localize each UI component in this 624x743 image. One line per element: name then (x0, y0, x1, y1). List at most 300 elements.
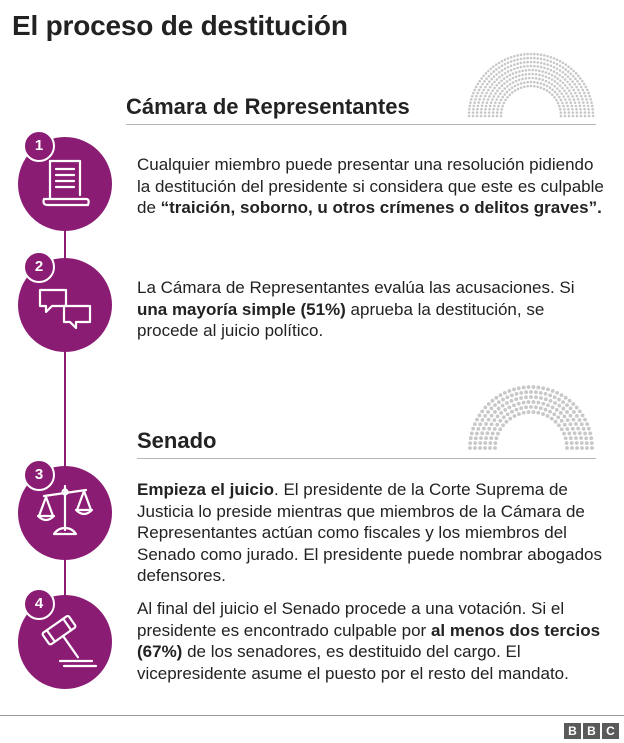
seat-dot (555, 99, 558, 102)
seat-dot (483, 406, 487, 410)
seat-dot (562, 105, 565, 108)
seat-dot (543, 58, 546, 61)
seat-dot (482, 101, 485, 104)
seat-dot (510, 56, 513, 59)
seat-dot (492, 418, 496, 422)
seat-dot (510, 410, 514, 414)
seat-dot (475, 86, 478, 89)
seat-dot (512, 72, 515, 75)
seat-dot (478, 98, 481, 101)
seat-dot (498, 427, 502, 431)
seat-dot (514, 85, 517, 88)
seat-dot (504, 72, 507, 75)
seat-dot (574, 101, 577, 104)
seat-dot (492, 70, 495, 73)
seat-dot (570, 101, 573, 104)
seat-dot (559, 64, 562, 67)
seat-dot (535, 73, 538, 76)
seat-dot (474, 436, 478, 440)
seat-dot (492, 111, 495, 114)
seat-dot (561, 102, 564, 105)
seat-dot (515, 75, 518, 78)
seat-dot (503, 82, 506, 85)
seat-dot (540, 58, 543, 61)
seat-dot (482, 89, 485, 92)
step-description-1: Cualquier miembro puede presentar una resolución pidiendo la destitución del presidente si considera que este es culpable de “traición, soborno, u otros crímenes o delitos graves”. (137, 155, 604, 217)
seat-dot (550, 69, 553, 72)
seat-dot (491, 83, 494, 86)
seat-dot (585, 446, 589, 450)
seat-dot (556, 58, 559, 61)
seat-dot (507, 61, 510, 64)
seat-dot (500, 99, 503, 102)
seat-dot (515, 408, 519, 412)
seat-dot (526, 53, 529, 56)
seat-dot (483, 446, 487, 450)
seat-dot (473, 422, 477, 426)
seat-dot (501, 64, 504, 67)
seat-dot (587, 108, 590, 111)
seat-dot (536, 81, 539, 84)
seat-dot (548, 81, 551, 84)
seat-dot (564, 78, 567, 81)
seat-dot (483, 80, 486, 83)
seat-dot (536, 53, 539, 56)
seat-dot (534, 395, 538, 399)
hemicycle-icon (464, 48, 598, 118)
seat-dot (546, 89, 549, 92)
seat-dot (526, 65, 529, 68)
seat-dot (564, 436, 568, 440)
seat-dot (576, 111, 579, 114)
seat-dot (531, 73, 534, 76)
seat-dot (506, 91, 509, 94)
seat-dot (484, 436, 488, 440)
seat-dot (572, 115, 575, 118)
seat-dot (566, 87, 569, 90)
seat-dot (548, 91, 551, 94)
seat-dot (510, 399, 514, 403)
seat-dot (475, 432, 479, 436)
seat-dot (592, 111, 595, 114)
seat-dot (584, 436, 588, 440)
seat-dot (494, 396, 498, 400)
seat-dot (574, 92, 577, 95)
seat-dot (512, 81, 515, 84)
seat-dot (540, 54, 543, 57)
seat-dot (546, 85, 549, 88)
seat-dot (566, 418, 570, 422)
seat-dot (493, 403, 497, 407)
seat-dot (541, 70, 544, 73)
seat-dot (520, 86, 523, 89)
seat-dot (545, 75, 548, 78)
seat-dot (571, 95, 574, 98)
seat-dot (571, 402, 575, 406)
seat-dot (550, 417, 554, 421)
seat-dot (536, 85, 539, 88)
seat-dot (497, 400, 501, 404)
seat-dot (560, 419, 564, 423)
seat-dot (484, 422, 488, 426)
seat-dot (470, 432, 474, 436)
seat-dot (468, 441, 472, 445)
seat-dot (522, 401, 526, 405)
seat-dot (507, 70, 510, 73)
seat-dot (533, 61, 536, 64)
seat-dot (553, 395, 557, 399)
seat-dot (568, 83, 571, 86)
seat-dot (549, 86, 552, 89)
seat-dot (543, 83, 546, 86)
seat-dot (468, 446, 472, 450)
seat-dot (481, 83, 484, 86)
seat-dot (501, 105, 504, 108)
seat-dot (567, 95, 570, 98)
seat-dot (551, 78, 554, 81)
seat-dot (500, 79, 503, 82)
seat-dot (518, 74, 521, 77)
seat-dot (582, 427, 586, 431)
seat-dot (583, 432, 587, 436)
seat-dot (556, 415, 560, 419)
seat-dot (571, 108, 574, 111)
seat-dot (498, 66, 501, 69)
seat-dot (482, 75, 485, 78)
seat-dot (513, 68, 516, 71)
seat-dot (526, 85, 529, 88)
seat-dot (565, 92, 568, 95)
seat-dot (475, 95, 478, 98)
seat-dot (516, 54, 519, 57)
seat-dot (492, 65, 495, 68)
seat-dot (561, 87, 564, 90)
seat-dot (566, 105, 569, 108)
seat-dot (583, 105, 586, 108)
seat-dot (541, 402, 545, 406)
seat-dot (566, 81, 569, 84)
step-number-badge: 4 (23, 588, 55, 620)
seat-dot (553, 96, 556, 99)
seat-dot (530, 85, 533, 88)
seat-dot (580, 115, 583, 118)
seat-dot (496, 414, 500, 418)
seat-dot (515, 392, 519, 396)
seat-dot (508, 417, 512, 421)
seat-dot (564, 111, 567, 114)
seat-dot (488, 95, 491, 98)
seat-dot (498, 102, 501, 105)
seat-dot (575, 72, 578, 75)
seat-dot (575, 105, 578, 108)
seat-dot (560, 427, 564, 431)
seat-dot (504, 63, 507, 66)
seat-dot (495, 98, 498, 101)
seat-dot (551, 83, 554, 86)
seat-dot (553, 57, 556, 60)
seat-dot (493, 105, 496, 108)
seat-dot (536, 386, 540, 390)
seat-dot (490, 73, 493, 76)
seat-dot (577, 89, 580, 92)
seat-dot (521, 74, 524, 77)
seat-dot (478, 89, 481, 92)
seat-dot (580, 86, 583, 89)
seat-dot (496, 111, 499, 114)
seat-dot (517, 88, 520, 91)
seat-dot (581, 98, 584, 101)
seat-dot (524, 395, 528, 399)
seat-dot (499, 393, 503, 397)
seat-dot (569, 78, 572, 81)
seat-dot (559, 69, 562, 72)
seat-dot (488, 115, 491, 118)
seat-dot (585, 422, 589, 426)
seat-dot (546, 55, 549, 58)
seat-dot (510, 60, 513, 63)
seat-dot (476, 427, 480, 431)
seat-dot (478, 80, 481, 83)
seat-dot (540, 82, 543, 85)
seat-dot (497, 95, 500, 98)
seat-dot (469, 101, 472, 104)
seat-dot (538, 69, 541, 72)
seat-dot (556, 77, 559, 80)
section-title-senate: Senado (137, 428, 217, 453)
seat-dot (586, 101, 589, 104)
seat-dot (569, 407, 573, 411)
seat-dot (518, 70, 521, 73)
seat-dot (543, 88, 546, 91)
seat-dot (516, 62, 519, 65)
seat-dot (588, 95, 591, 98)
seat-dot (565, 427, 569, 431)
seat-dot (530, 65, 533, 68)
seat-dot (473, 101, 476, 104)
seat-dot (570, 446, 574, 450)
seat-dot (583, 92, 586, 95)
seat-dot (568, 89, 571, 92)
seat-dot (527, 410, 531, 414)
seat-dot (495, 68, 498, 71)
seat-dot (520, 62, 523, 65)
seat-dot (571, 86, 574, 89)
seat-dot (496, 115, 499, 118)
seat-dot (578, 101, 581, 104)
seat-dot (468, 111, 471, 114)
seat-dot (570, 92, 573, 95)
seat-dot (498, 62, 501, 65)
seat-dot (517, 412, 521, 416)
seat-dot (560, 111, 563, 114)
seat-dot (564, 63, 567, 66)
seat-dot (576, 80, 579, 83)
seat-dot (572, 89, 575, 92)
seat-dot (481, 418, 485, 422)
seat-dot (562, 95, 565, 98)
seat-dot (498, 76, 501, 79)
seat-dot (576, 427, 580, 431)
seat-dot (524, 390, 528, 394)
seat-dot (513, 63, 516, 66)
seat-dot (543, 62, 546, 65)
seat-dot (496, 89, 499, 92)
seat-dot (512, 77, 515, 80)
section-title-house: Cámara de Representantes (126, 94, 410, 119)
seat-dot (490, 101, 493, 104)
seat-dot (539, 396, 543, 400)
seat-dot (573, 98, 576, 101)
seat-dot (495, 84, 498, 87)
seat-dot (589, 436, 593, 440)
seat-dot (485, 105, 488, 108)
step-description-3: Empieza el juicio. El presidente de la Corte Suprema de Justicia lo preside mientras que miembros de la Cámara de Representantes actúan como fiscales y los miembros del Senado como jurado. El presidente puede nombrar abogados defensores. (137, 480, 602, 585)
seat-dot (490, 414, 494, 418)
seat-dot (496, 78, 499, 81)
seat-dot (520, 58, 523, 61)
seat-dot (526, 57, 529, 60)
seat-dot (561, 400, 565, 404)
seat-dot (560, 92, 563, 95)
seat-dot (537, 401, 541, 405)
seat-dot (503, 93, 506, 96)
seat-dot (488, 75, 491, 78)
seat-dot (556, 93, 559, 96)
seat-dot (515, 80, 518, 83)
seat-dot (481, 92, 484, 95)
seat-dot (564, 115, 567, 118)
seat-dot (591, 105, 594, 108)
seat-dot (538, 78, 541, 81)
seat-dot (501, 404, 505, 408)
seat-dot (546, 388, 550, 392)
seat-dot (580, 441, 584, 445)
seat-dot (533, 65, 536, 68)
seat-dot (529, 390, 533, 394)
seat-dot (538, 74, 541, 77)
seat-dot (472, 92, 475, 95)
seat-dot (583, 418, 587, 422)
logo-letter: B (583, 723, 600, 739)
seat-dot (505, 420, 509, 424)
seat-dot (591, 108, 594, 111)
seat-dot (541, 74, 544, 77)
seat-dot (513, 59, 516, 62)
seat-dot (546, 403, 550, 407)
seat-dot (490, 67, 493, 70)
seat-dot (559, 60, 562, 63)
seat-dot (556, 67, 559, 70)
seat-dot (493, 410, 497, 414)
seat-dot (517, 386, 521, 390)
seat-dot (533, 53, 536, 56)
seat-dot (559, 411, 563, 415)
seat-dot (483, 441, 487, 445)
seat-dot (512, 403, 516, 407)
seat-dot (493, 81, 496, 84)
seat-dot (564, 73, 567, 76)
seat-dot (534, 390, 538, 394)
seat-dot (585, 98, 588, 101)
seat-dot (494, 101, 497, 104)
seat-dot (516, 67, 519, 70)
seat-dot (551, 88, 554, 91)
seat-dot (545, 71, 548, 74)
seat-dot (490, 407, 494, 411)
seat-dot (559, 84, 562, 87)
seat-dot (486, 101, 489, 104)
seat-dot (494, 92, 497, 95)
timeline-line (64, 180, 66, 640)
seat-dot (506, 80, 509, 83)
seat-dot (490, 78, 493, 81)
seat-dot (574, 436, 578, 440)
seat-dot (480, 111, 483, 114)
seat-dot (548, 410, 552, 414)
seat-dot (523, 81, 526, 84)
seat-dot (587, 92, 590, 95)
seat-dot (557, 102, 560, 105)
seat-dot (473, 89, 476, 92)
step-number-badge: 3 (23, 459, 55, 491)
seat-dot (495, 63, 498, 66)
seat-dot (552, 412, 556, 416)
seat-dot (579, 105, 582, 108)
seat-dot (516, 58, 519, 61)
seat-dot (548, 77, 551, 80)
seat-dot (573, 83, 576, 86)
seat-dot (587, 105, 590, 108)
seat-dot (470, 98, 473, 101)
seat-dot (493, 95, 496, 98)
seat-dot (540, 86, 543, 89)
seat-dot (493, 75, 496, 78)
seat-dot (546, 414, 550, 418)
seat-dot (564, 68, 567, 71)
seat-dot (572, 70, 575, 73)
seat-dot (510, 69, 513, 72)
seat-dot (553, 66, 556, 69)
seat-dot (501, 69, 504, 72)
seat-dot (559, 74, 562, 77)
seat-dot (525, 73, 528, 76)
seat-dot (519, 391, 523, 395)
seat-dot (573, 431, 577, 435)
seat-dot (477, 83, 480, 86)
seat-dot (554, 420, 558, 424)
seat-dot (536, 61, 539, 64)
seat-dot (509, 78, 512, 81)
seat-dot (588, 115, 591, 118)
seat-dot (491, 98, 494, 101)
seat-dot (487, 98, 490, 101)
seat-dot (496, 108, 499, 111)
seat-dot (493, 427, 497, 431)
seat-dot (474, 98, 477, 101)
seat-dot (478, 446, 482, 450)
seat-dot (548, 393, 552, 397)
seat-dot (541, 386, 545, 390)
seat-dot (550, 56, 553, 59)
seat-dot (580, 446, 584, 450)
seat-dot (480, 108, 483, 111)
step-number-badge: 2 (23, 251, 55, 283)
seat-dot (472, 111, 475, 114)
seat-dot (550, 60, 553, 63)
seat-dot (476, 115, 479, 118)
seat-dot (584, 95, 587, 98)
seat-dot (519, 396, 523, 400)
